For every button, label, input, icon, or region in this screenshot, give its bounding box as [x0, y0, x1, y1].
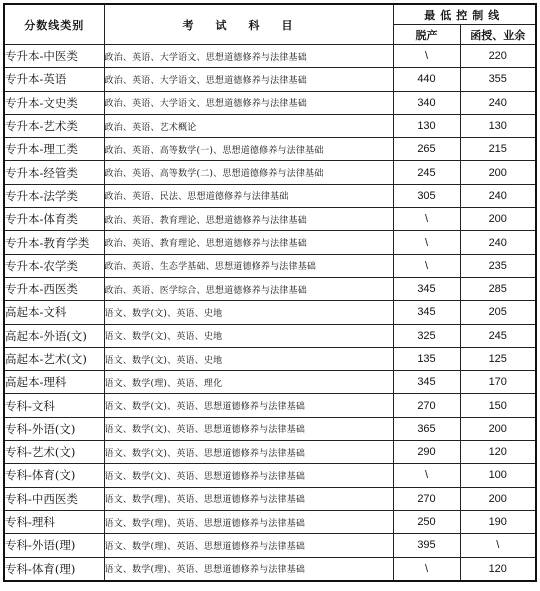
row-category: 专科-外语(文): [4, 417, 104, 440]
header-row: [4, 4, 536, 25]
table-row: [4, 208, 536, 231]
row-part-time: 190: [460, 510, 536, 533]
table-row: [4, 231, 536, 254]
header-full-time: 脱产: [393, 25, 460, 45]
row-category: 专升本-文史类: [4, 91, 104, 114]
row-part-time: 240: [460, 184, 536, 207]
row-subjects: 政治、英语、民法、思想道德修养与法律基础: [104, 184, 393, 207]
row-full-time: 345: [393, 277, 460, 300]
row-full-time: \: [393, 557, 460, 581]
row-part-time: \: [460, 534, 536, 557]
row-part-time: 200: [460, 487, 536, 510]
row-subjects: 语文、数学(理)、英语、思想道德修养与法律基础: [104, 510, 393, 533]
table-row: [4, 324, 536, 347]
table-row: [4, 277, 536, 300]
row-part-time: 240: [460, 231, 536, 254]
header-part-time: 函授、业余: [460, 25, 536, 45]
table-row: [4, 161, 536, 184]
row-subjects: 政治、英语、高等数学(一)、思想道德修养与法律基础: [104, 138, 393, 161]
row-full-time: 290: [393, 441, 460, 464]
row-category: 专科-理科: [4, 510, 104, 533]
row-subjects: 语文、数学(文)、英语、史地: [104, 347, 393, 370]
row-full-time: 345: [393, 301, 460, 324]
table-body: [4, 45, 536, 581]
table-row: [4, 441, 536, 464]
row-full-time: 305: [393, 184, 460, 207]
row-category: 专科-外语(理): [4, 534, 104, 557]
row-category: 专升本-农学类: [4, 254, 104, 277]
row-subjects: 语文、数学(理)、英语、思想道德修养与法律基础: [104, 534, 393, 557]
row-part-time: 100: [460, 464, 536, 487]
table-row: [4, 138, 536, 161]
row-category: 专科-文科: [4, 394, 104, 417]
table-row: [4, 301, 536, 324]
row-category: 专科-体育(文): [4, 464, 104, 487]
row-full-time: \: [393, 208, 460, 231]
score-table: [3, 3, 537, 582]
row-full-time: \: [393, 254, 460, 277]
row-full-time: 250: [393, 510, 460, 533]
row-full-time: 395: [393, 534, 460, 557]
row-category: 专升本-理工类: [4, 138, 104, 161]
row-part-time: 200: [460, 208, 536, 231]
table-row: [4, 534, 536, 557]
row-full-time: \: [393, 231, 460, 254]
row-category: 专升本-英语: [4, 68, 104, 91]
row-subjects: 政治、英语、教育理论、思想道德修养与法律基础: [104, 208, 393, 231]
row-full-time: 340: [393, 91, 460, 114]
row-category: 高起本-艺术(文): [4, 347, 104, 370]
table-row: [4, 91, 536, 114]
row-full-time: 245: [393, 161, 460, 184]
row-part-time: 215: [460, 138, 536, 161]
row-part-time: 120: [460, 557, 536, 581]
row-subjects: 语文、数学(文)、英语、史地: [104, 301, 393, 324]
row-part-time: 205: [460, 301, 536, 324]
row-subjects: 政治、英语、大学语文、思想道德修养与法律基础: [104, 91, 393, 114]
row-part-time: 170: [460, 371, 536, 394]
row-full-time: 345: [393, 371, 460, 394]
row-subjects: 语文、数学(理)、英语、理化: [104, 371, 393, 394]
row-part-time: 245: [460, 324, 536, 347]
row-part-time: 200: [460, 417, 536, 440]
row-subjects: 语文、数学(理)、英语、思想道德修养与法律基础: [104, 557, 393, 581]
row-category: 专科-体育(理): [4, 557, 104, 581]
row-subjects: 政治、英语、高等数学(二)、思想道德修养与法律基础: [104, 161, 393, 184]
table-row: [4, 45, 536, 68]
row-subjects: 语文、数学(理)、英语、思想道德修养与法律基础: [104, 487, 393, 510]
row-category: 高起本-外语(文): [4, 324, 104, 347]
header-subjects: 考试科目: [104, 4, 393, 45]
row-category: 专升本-经管类: [4, 161, 104, 184]
row-part-time: 200: [460, 161, 536, 184]
row-full-time: 365: [393, 417, 460, 440]
row-full-time: 265: [393, 138, 460, 161]
table-row: [4, 347, 536, 370]
table-row: [4, 394, 536, 417]
row-subjects: 语文、数学(文)、英语、思想道德修养与法律基础: [104, 441, 393, 464]
table-row: [4, 254, 536, 277]
row-subjects: 政治、英语、大学语文、思想道德修养与法律基础: [104, 68, 393, 91]
row-full-time: \: [393, 464, 460, 487]
row-subjects: 政治、英语、医学综合、思想道德修养与法律基础: [104, 277, 393, 300]
row-full-time: 440: [393, 68, 460, 91]
row-part-time: 120: [460, 441, 536, 464]
header-min-control: 最低控制线: [393, 4, 536, 25]
row-category: 高起本-文科: [4, 301, 104, 324]
row-full-time: 135: [393, 347, 460, 370]
table-row: [4, 464, 536, 487]
row-part-time: 235: [460, 254, 536, 277]
row-part-time: 355: [460, 68, 536, 91]
row-full-time: 270: [393, 394, 460, 417]
table-row: [4, 417, 536, 440]
row-full-time: 130: [393, 114, 460, 137]
row-category: 专升本-艺术类: [4, 114, 104, 137]
row-category: 专科-艺术(文): [4, 441, 104, 464]
row-part-time: 150: [460, 394, 536, 417]
row-category: 专升本-法学类: [4, 184, 104, 207]
table-row: [4, 371, 536, 394]
row-subjects: 语文、数学(文)、英语、思想道德修养与法律基础: [104, 394, 393, 417]
table-row: [4, 114, 536, 137]
row-subjects: 政治、英语、艺术概论: [104, 114, 393, 137]
row-part-time: 285: [460, 277, 536, 300]
row-category: 高起本-理科: [4, 371, 104, 394]
row-full-time: 325: [393, 324, 460, 347]
row-subjects: 语文、数学(文)、英语、思想道德修养与法律基础: [104, 464, 393, 487]
row-category: 专升本-体育类: [4, 208, 104, 231]
row-full-time: \: [393, 45, 460, 68]
row-category: 专升本-教育学类: [4, 231, 104, 254]
row-part-time: 220: [460, 45, 536, 68]
row-subjects: 政治、英语、生态学基础、思想道德修养与法律基础: [104, 254, 393, 277]
table-row: [4, 510, 536, 533]
row-full-time: 270: [393, 487, 460, 510]
table-row: [4, 68, 536, 91]
row-part-time: 240: [460, 91, 536, 114]
row-category: 专升本-中医类: [4, 45, 104, 68]
row-subjects: 政治、英语、大学语文、思想道德修养与法律基础: [104, 45, 393, 68]
row-subjects: 语文、数学(文)、英语、思想道德修养与法律基础: [104, 417, 393, 440]
row-subjects: 政治、英语、教育理论、思想道德修养与法律基础: [104, 231, 393, 254]
row-subjects: 语文、数学(文)、英语、史地: [104, 324, 393, 347]
table-row: [4, 487, 536, 510]
row-category: 专升本-西医类: [4, 277, 104, 300]
row-category: 专科-中西医类: [4, 487, 104, 510]
header-category: 分数线类别: [4, 4, 104, 45]
row-part-time: 125: [460, 347, 536, 370]
table-row: [4, 184, 536, 207]
table-row: [4, 557, 536, 581]
row-part-time: 130: [460, 114, 536, 137]
